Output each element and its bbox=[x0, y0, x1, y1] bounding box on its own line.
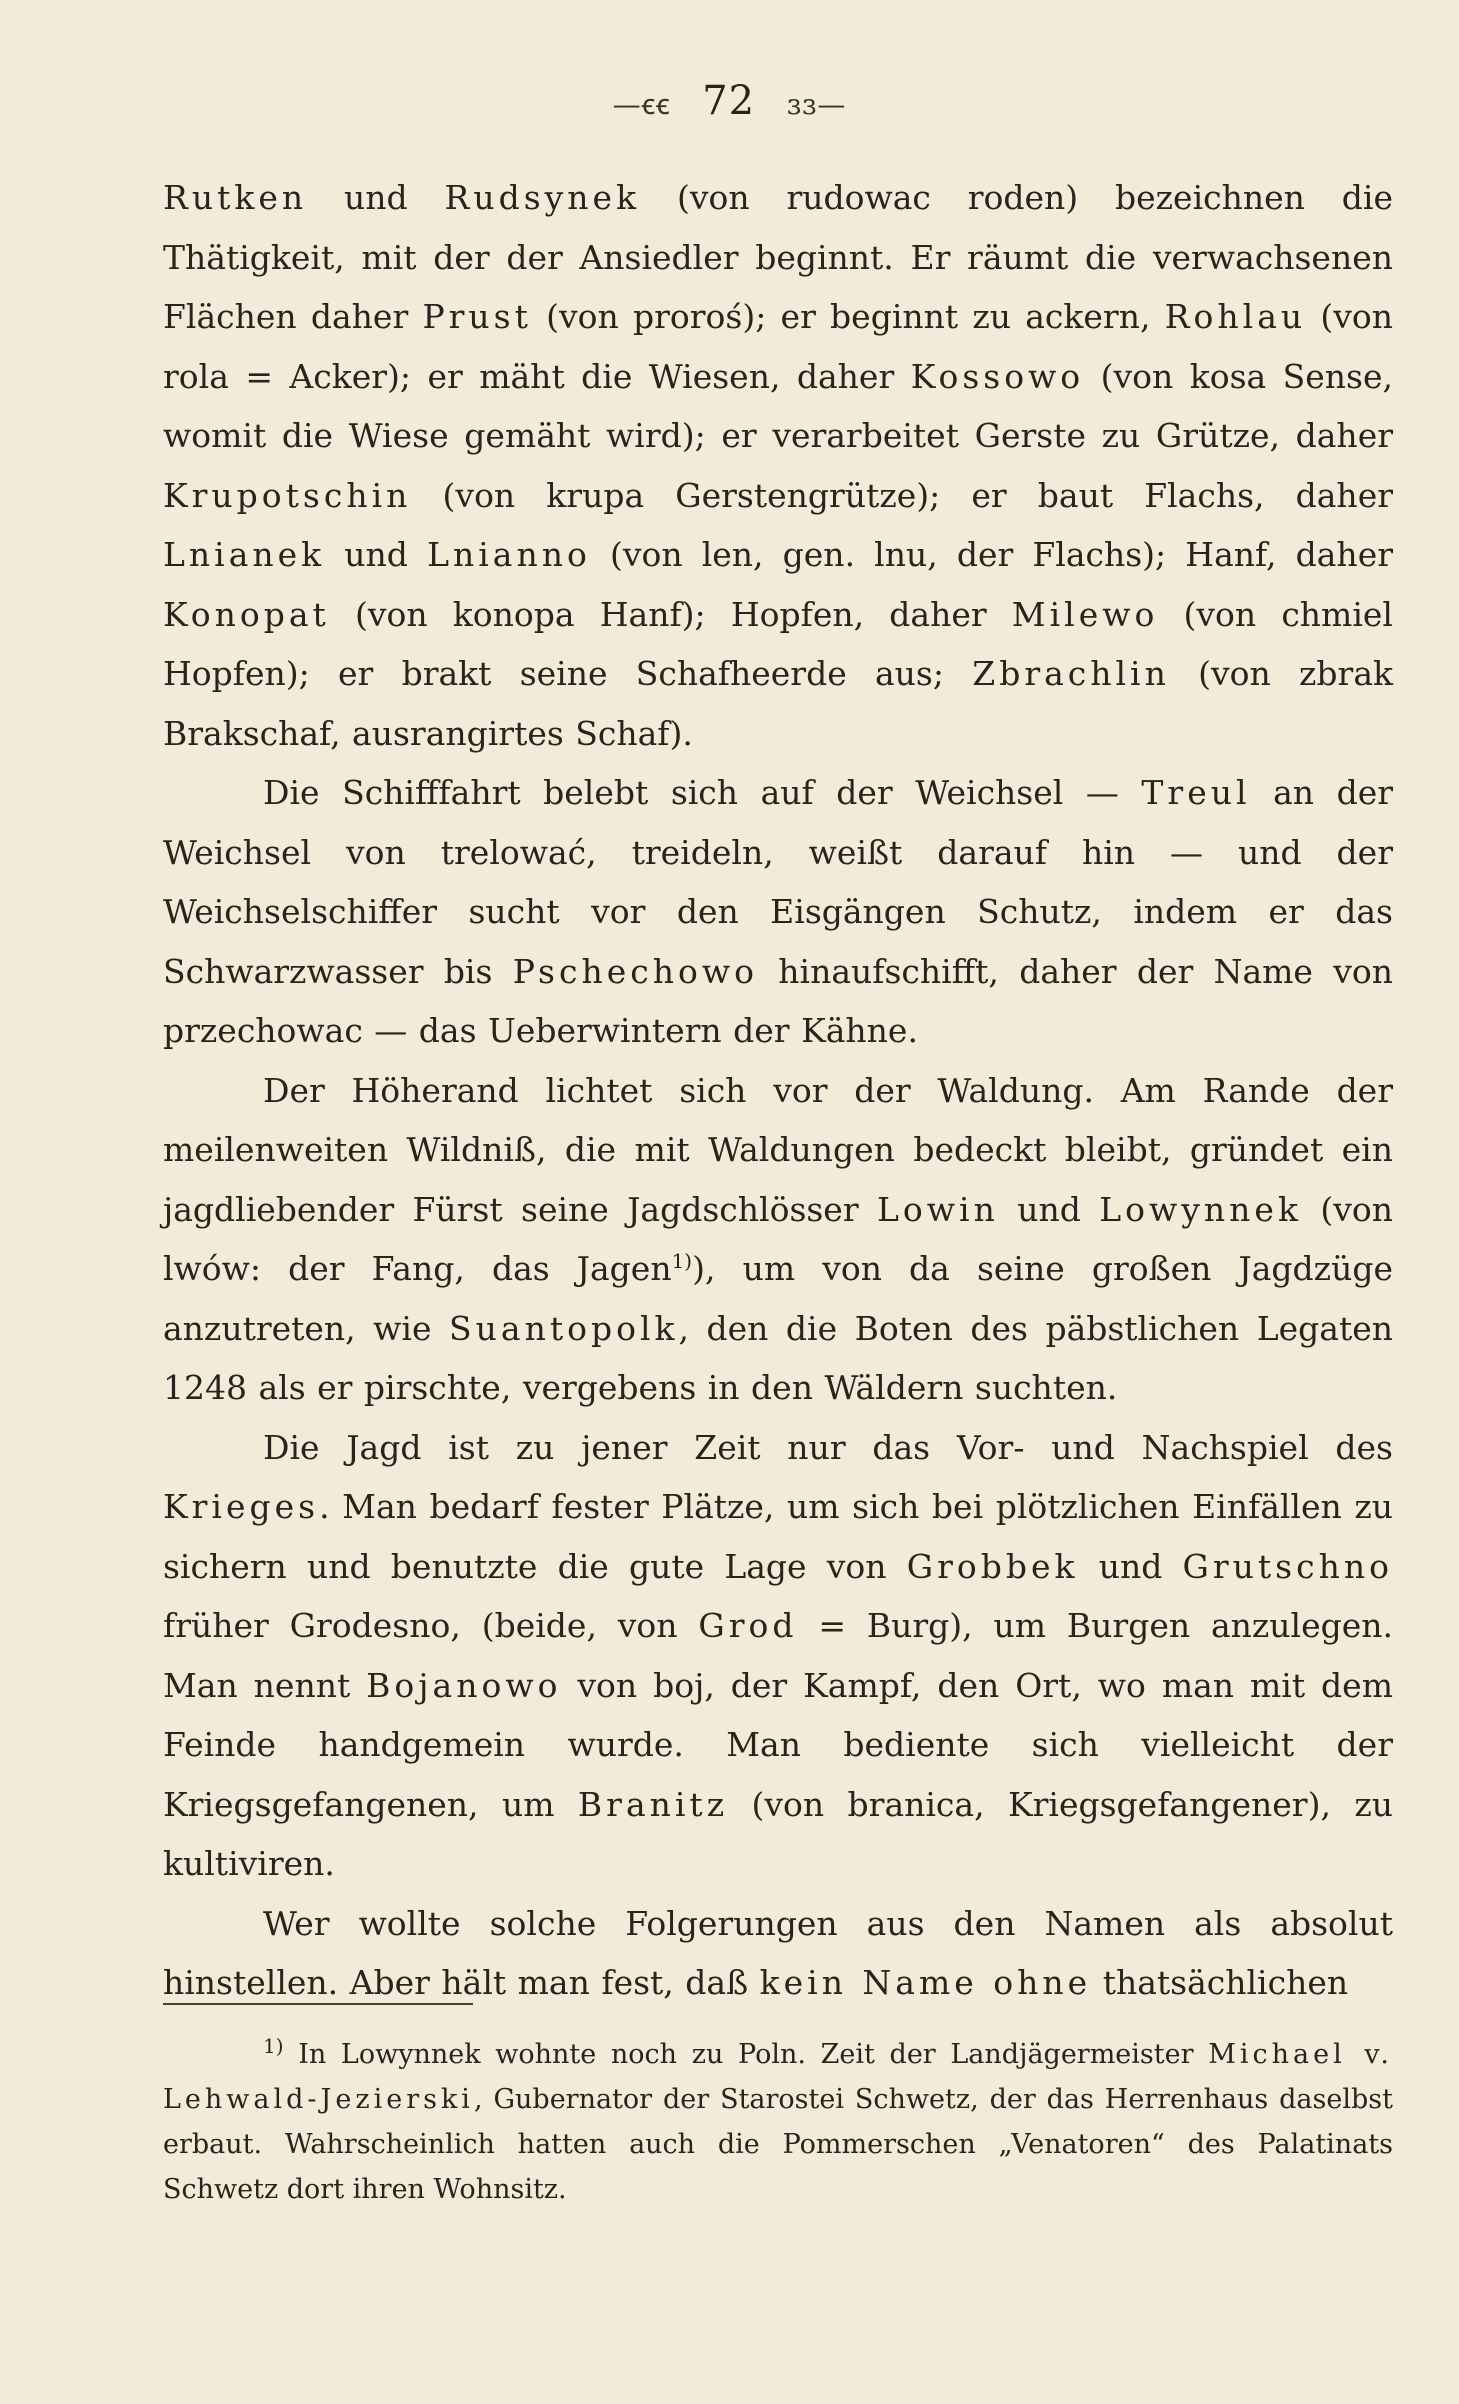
footnote bbox=[163, 2032, 1393, 2212]
text-run: Der Höherand lichtet sich vor der Waldung. Am Rande der meilenweiten Wildniß, die mit Waldungen bedeckt bleibt, gründet ein jagdliebender Fürst seine Jagdschlösser bbox=[163, 1070, 1393, 1229]
paragraph bbox=[163, 763, 1393, 1061]
spaced-place-name: Konopat bbox=[163, 594, 330, 634]
spaced-place-name: Grobbek bbox=[906, 1546, 1079, 1586]
text-run: (von proroś); er beginnt zu ackern, bbox=[531, 297, 1165, 336]
text-run: an der Weichsel von trelować, treideln, weißt darauf hin — und der Weichselschiffer sucht vor den Eisgängen Schutz, indem er das Schwarzwasser bis bbox=[163, 773, 1393, 991]
footnote-divider bbox=[163, 2003, 473, 2005]
spaced-place-name: Kossowo bbox=[910, 356, 1085, 396]
text-run: (von len, gen. lnu, der Flachs); Hanf, daher bbox=[590, 535, 1393, 574]
spaced-place-name: Lowin bbox=[877, 1189, 999, 1229]
spaced-place-name: Treul bbox=[1141, 773, 1251, 812]
text-run: und bbox=[998, 1189, 1100, 1229]
spaced-place-name: Branitz bbox=[577, 1784, 729, 1824]
spaced-place-name: Rudsynek bbox=[444, 178, 641, 217]
text-run: (von rola = Acker); er mäht die Wiesen, daher bbox=[163, 297, 1393, 396]
spaced-place-name: Zbrachlin bbox=[972, 654, 1170, 693]
footnote-marker: 1) bbox=[263, 2034, 284, 2058]
text-run: hinaufschifft, daher der Name von przechowac — das Ueberwintern der Kähne. bbox=[163, 951, 1393, 1050]
text-run: (von branica, Kriegsgefangener), zu kultiviren. bbox=[163, 1784, 1393, 1883]
text-run: Die Jagd ist zu jener Zeit nur das Vor- und Nachspiel des bbox=[263, 1427, 1393, 1467]
text-run: und bbox=[1078, 1546, 1183, 1586]
text-run: (von zbrak Brakschaf, ausrangirtes Schaf). bbox=[163, 654, 1394, 753]
text-run: (von kosa Sense, womit die Wiese gemäht wird); er verarbeitet Gerste zu Grütze, daher bbox=[163, 356, 1393, 455]
text-run: , Gubernator der Starostei Schwetz, der das Herrenhaus daselbst erbaut. Wahrscheinlich hatten auch die Pommerschen „Venatoren“ des Palatinats Schwetz dort ihren Wohnsitz. bbox=[163, 2084, 1393, 2205]
text-run: von boj, der Kampf, den Ort, wo man mit dem Feinde handgemein wurde. Man bediente sich vielleicht der Kriegsgefangenen, um bbox=[163, 1665, 1393, 1824]
spaced-place-name: Grod bbox=[698, 1606, 798, 1645]
text-run: und bbox=[307, 178, 445, 217]
spaced-place-name: Bojanowo bbox=[366, 1665, 562, 1705]
paragraph bbox=[163, 1894, 1393, 2013]
spaced-place-name: Lnianno bbox=[427, 535, 591, 574]
header-ornament-left: —ꞓꞓ bbox=[612, 88, 671, 121]
text-run: (von konopa Hanf); Hopfen, daher bbox=[329, 594, 1012, 634]
text-run: Wer wollte solche Folgerungen aus den Namen als absolut hinstellen. Aber hält man fest, daß bbox=[163, 1903, 1393, 2002]
spaced-place-name: Grutschno bbox=[1182, 1546, 1393, 1586]
spaced-place-name: Pschechowo bbox=[512, 951, 758, 991]
text-run: früher Grodesno, (beide, von bbox=[163, 1606, 699, 1645]
paragraph bbox=[163, 1061, 1393, 1418]
paragraph bbox=[163, 1418, 1393, 1894]
text-run: (von lwów: der Fang, das Jagen bbox=[163, 1189, 1393, 1288]
page-body bbox=[163, 168, 1393, 2013]
spaced-place-name: Lowynnek bbox=[1099, 1189, 1302, 1229]
text-run: (von chmiel Hopfen); er brakt seine Schafheerde aus; bbox=[163, 594, 1393, 693]
spaced-place-name: Michael v. Lehwald-Jezierski bbox=[163, 2039, 1394, 2115]
header-ornament-right: ɜɜ— bbox=[786, 88, 847, 121]
spaced-place-name: Prust bbox=[422, 297, 532, 336]
spaced-place-name: Rohlau bbox=[1164, 297, 1307, 336]
text-run: (von rudowac roden) bezeichnen die Thätigkeit, mit der der Ansiedler beginnt. Er räumt die verwachsenen Flächen daher bbox=[163, 178, 1393, 336]
text-run: (von krupa Gerstengrütze); er baut Flachs, daher bbox=[411, 475, 1393, 515]
text-run: thatsächlichen bbox=[1091, 1963, 1349, 2002]
paragraph bbox=[163, 168, 1393, 763]
text-run: ), um von da seine großen Jagdzüge anzutreten, wie bbox=[163, 1249, 1393, 1348]
spaced-place-name: Krupotschin bbox=[163, 475, 412, 515]
page-header bbox=[0, 78, 1459, 124]
text-run: = Burg), um Burgen anzulegen. Man nennt bbox=[163, 1606, 1393, 1705]
spaced-place-name: Krieges bbox=[163, 1487, 320, 1526]
spaced-place-name: Lnianek bbox=[163, 535, 326, 574]
page-number: 72 bbox=[702, 78, 756, 124]
spaced-place-name: kein Name ohne bbox=[759, 1963, 1092, 2002]
spaced-place-name: Milewo bbox=[1011, 594, 1159, 634]
spaced-place-name: Suantopolk bbox=[449, 1308, 679, 1348]
text-run: . Man bedarf fester Plätze, um sich bei plötzlichen Einfällen zu sichern und benutzte die gute Lage von bbox=[163, 1487, 1393, 1586]
text-run: In Lowynnek wohnte noch zu Poln. Zeit der Landjägermeister bbox=[283, 2039, 1209, 2070]
spaced-place-name: Rutken bbox=[163, 178, 308, 217]
text-run: Die Schifffahrt belebt sich auf der Weichsel — bbox=[263, 773, 1142, 812]
text-run: und bbox=[325, 535, 428, 574]
footnote-marker: 1) bbox=[671, 1249, 693, 1273]
text-run: , den die Boten des päbstlichen Legaten 1248 als er pirschte, vergebens in den Wäldern suchten. bbox=[163, 1308, 1393, 1407]
